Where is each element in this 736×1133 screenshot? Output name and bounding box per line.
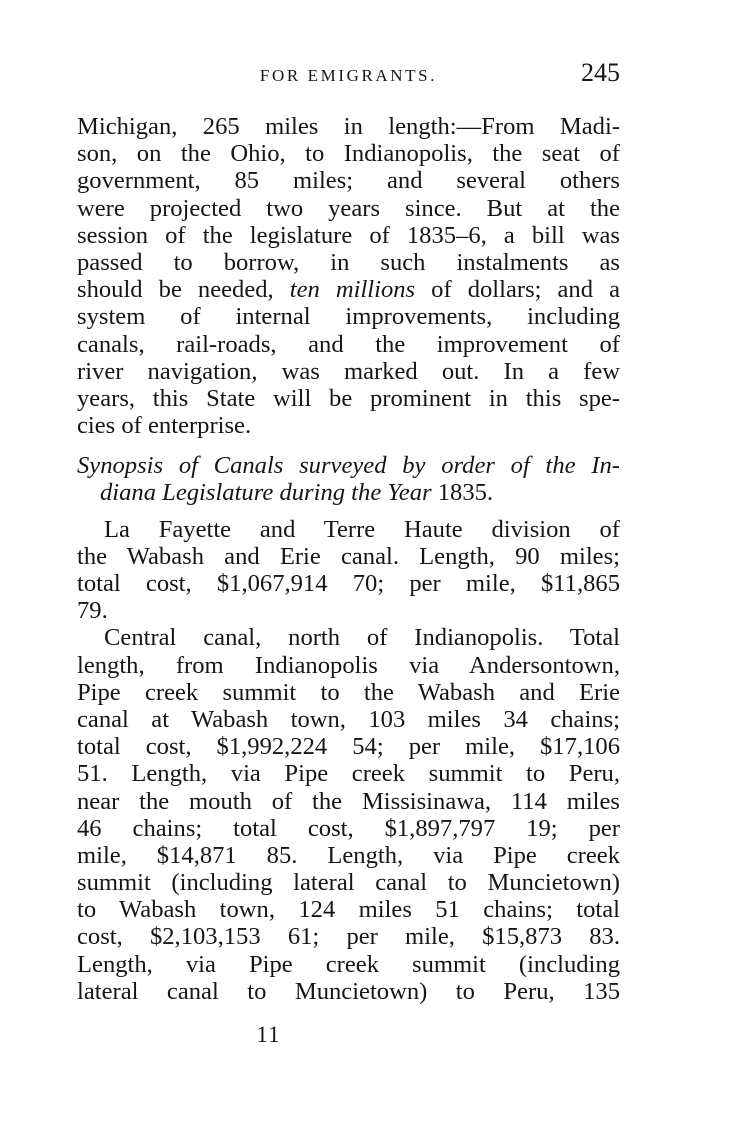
heading-line — [77, 479, 620, 506]
spacer — [77, 439, 620, 452]
text-line: Pipe creek summit to the Wabash and Erie — [77, 678, 620, 706]
heading-year: 1835. — [437, 479, 494, 507]
text-line: session of the legislature of 1835–6, a bill was — [77, 221, 620, 249]
text-line: years, this State will be prominent in this spe- — [77, 384, 620, 412]
text-line: Length, via Pipe creek summit (including — [77, 950, 620, 978]
text-line: passed to borrow, in such instalments as — [77, 248, 620, 276]
signature-text: 11 — [256, 1022, 281, 1047]
text-line: Michigan, 265 miles in length:—From Madi- — [77, 113, 620, 140]
signature-mark — [77, 1022, 620, 1048]
text-line: canals, rail-roads, and the improvement of — [77, 330, 620, 358]
paragraph-la-fayette — [77, 516, 620, 625]
text-line: mile, $14,871 85. Length, via Pipe creek — [77, 841, 620, 869]
text-line: length, from Indianopolis via Andersontown, — [77, 651, 620, 679]
text-line: total cost, $1,992,224 54; per mile, $17,106 — [77, 733, 620, 761]
text-line: 46 chains; total cost, $1,897,797 19; per — [77, 814, 620, 842]
text-line: the Wabash and Erie canal. Length, 90 miles; — [77, 542, 620, 570]
running-title: FOR EMIGRANTS. — [259, 66, 438, 85]
text-line: total cost, $1,067,914 70; per mile, $11,865 — [77, 570, 620, 597]
text-line: to Wabash town, 124 miles 51 chains; total — [77, 896, 620, 924]
body-text — [77, 113, 620, 1005]
text-line: La Fayette and Terre Haute division of — [104, 515, 620, 543]
emphasis-ten-millions: ten millions — [289, 276, 416, 304]
text-line: lateral canal to Muncietown) to Peru, 135 — [77, 977, 620, 1005]
spacer — [77, 507, 620, 516]
section-heading — [77, 452, 620, 506]
page-number: 245 — [581, 58, 620, 87]
text-run: should be needed, — [77, 276, 290, 304]
paragraph-central-canal — [77, 624, 620, 1005]
text-line: near the mouth of the Missisinawa, 114 miles — [77, 787, 620, 815]
paragraph-michigan — [77, 113, 620, 439]
text-line: Central canal, north of Indianopolis. Total — [104, 624, 620, 652]
text-line: cies of enterprise. — [77, 412, 252, 440]
text-line: river navigation, was marked out. In a few — [77, 357, 620, 385]
heading-text: diana Legislature during the Year — [100, 479, 438, 507]
text-line: were projected two years since. But at the — [77, 194, 620, 222]
text-line: son, on the Ohio, to Indianopolis, the seat of — [77, 140, 620, 168]
heading-line: Synopsis of Canals surveyed by order of the In- — [77, 452, 620, 480]
running-head — [77, 58, 620, 92]
text-run: of dollars; and a — [415, 276, 620, 304]
text-line: summit (including lateral canal to Muncietown) — [77, 869, 620, 897]
text-line: canal at Wabash town, 103 miles 34 chains; — [77, 705, 620, 733]
text-line: cost, $2,103,153 61; per mile, $15,873 83. — [77, 923, 620, 951]
text-line — [77, 276, 620, 303]
text-line: 51. Length, via Pipe creek summit to Peru, — [77, 760, 620, 788]
text-line: 79. — [77, 597, 108, 625]
text-line: government, 85 miles; and several others — [77, 167, 620, 195]
text-line: system of internal improvements, including — [77, 303, 620, 331]
